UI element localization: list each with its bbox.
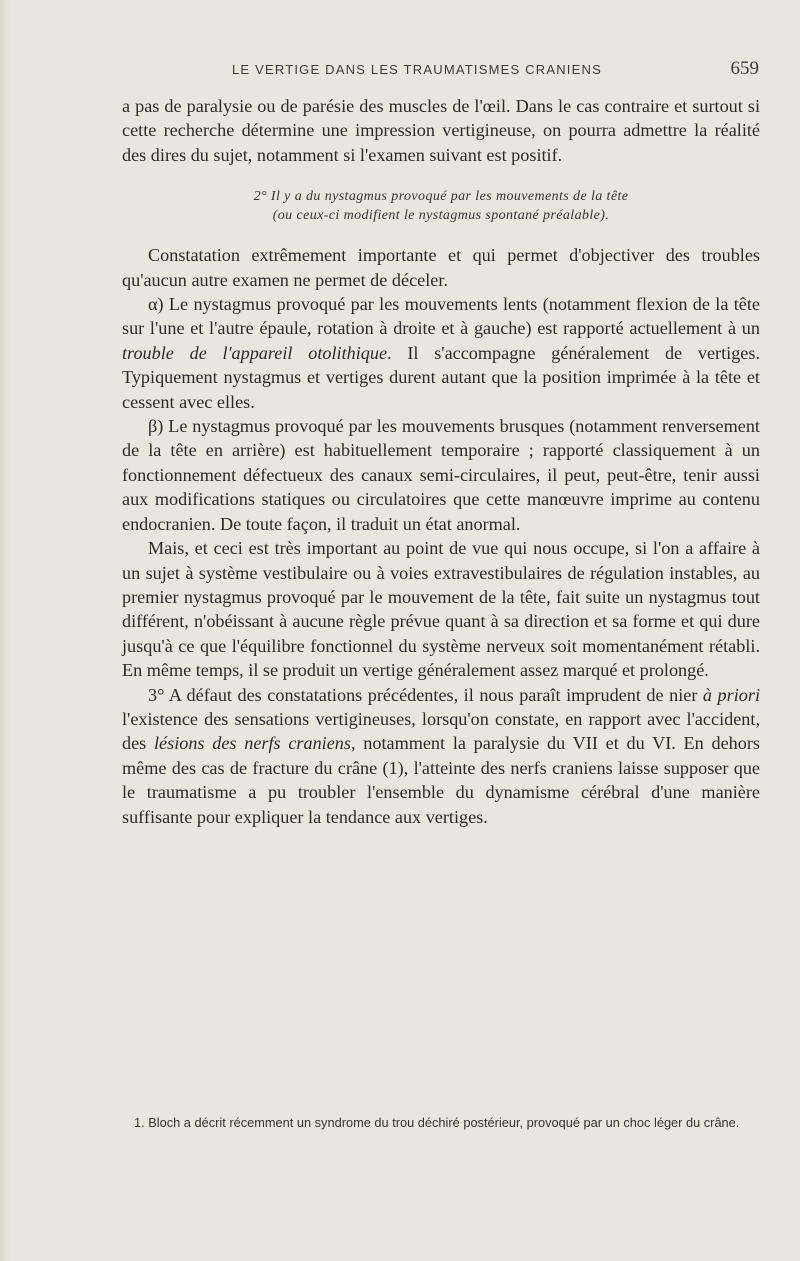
section-heading-line-1: 2° Il y a du nystagmus provoqué par les mouvements de la tête bbox=[253, 189, 629, 205]
paragraph-alpha-emphasis: trouble de l'appareil otolithique bbox=[122, 342, 388, 363]
paragraph-3-end: , notamment la paralysie du VII et du VI. En dehors même des cas de fracture du crâne (1), l'atteinte des nerfs craniens laisse supposer que le traumatisme a pu troubler l'ensemble du dynamisme cérébral d'une manière suffisante pour expliquer la tendance aux vertiges. bbox=[122, 733, 760, 827]
page-header bbox=[122, 58, 767, 84]
page-number: 659 bbox=[730, 58, 759, 79]
section-heading-2 bbox=[122, 187, 760, 225]
paragraph-3-start: 3° A défaut des constatations précédentes, il nous paraît imprudent de nier bbox=[148, 684, 703, 705]
footnote: 1. Bloch a décrit récemment un syndrome du trou déchiré postérieur, provoqué par un choc léger du crâne. bbox=[134, 1115, 740, 1130]
paragraph-alpha-start: α) Le nystagmus provoqué par les mouvements lents (notamment flexion de la tête sur l'une et l'autre épaule, rotation à droite et à gauche) est rapporté actuellement à un bbox=[122, 294, 760, 339]
page-body bbox=[122, 94, 760, 829]
paragraph-continuation: a pas de paralysie ou de parésie des muscles de l'œil. Dans le cas contraire et surtout si cette recherche détermine une impression vertigineuse, on pourra admettre la réalité des dires du sujet, notamment si l'examen suivant est positif. bbox=[122, 96, 760, 165]
paragraph-3-middle: l'existence des sensations vertigineuses, lorsqu'on constate, en rapport avec l'accident, des bbox=[122, 708, 760, 754]
paragraph-alpha-end: . Il s'accompagne généralement de vertiges. Typiquement nystagmus et vertiges durent autant que la position imprimée à la tête et cessent avec elles. bbox=[122, 342, 760, 412]
paragraph-mais: Mais, et ceci est très important au point de vue qui nous occupe, si l'on a affaire à un sujet à système vestibulaire ou à voies extravestibulaires de régulation instables, au premier nystagmus provoqué par le mouvement de la tête, fait suite un nystagmus tout différent, n'obéissant à aucune règle prévue quant à sa direction et sa forme et qui dure jusqu'à ce que l'équilibre fonctionnel du système nerveux soit momentanément rétabli. En même temps, il se produit un vertige généralement assez marqué et prolongé. bbox=[122, 538, 760, 681]
paragraph-constatation: Constatation extrêmement importante et qui permet d'objectiver des troubles qu'aucun autre examen ne permet de déceler. bbox=[122, 245, 760, 290]
running-head: LE VERTIGE DANS LES TRAUMATISMES CRANIENS bbox=[232, 62, 602, 77]
paragraph-beta: β) Le nystagmus provoqué par les mouvements brusques (notamment renversement de la tête en arrière) est habituellement temporaire ; rapporté classiquement à un fonctionnement défectueux des canaux semi-circulaires, il peut, peut-être, tenir aussi aux modifications statiques ou circulatoires que cette manœuvre imprime au contenu endocranien. De toute façon, il traduit un état anormal. bbox=[122, 416, 760, 534]
paragraph-section-3 bbox=[122, 683, 760, 829]
paragraph-3-emphasis-priori: à priori bbox=[702, 684, 760, 705]
paragraph-alpha bbox=[122, 292, 760, 414]
section-heading-line-2: (ou ceux-ci modifient le nystagmus spontané préalable). bbox=[272, 208, 610, 224]
paragraph-3-emphasis-lesions: lésions des nerfs craniens bbox=[153, 733, 351, 754]
page-gutter-edge bbox=[0, 0, 10, 1261]
